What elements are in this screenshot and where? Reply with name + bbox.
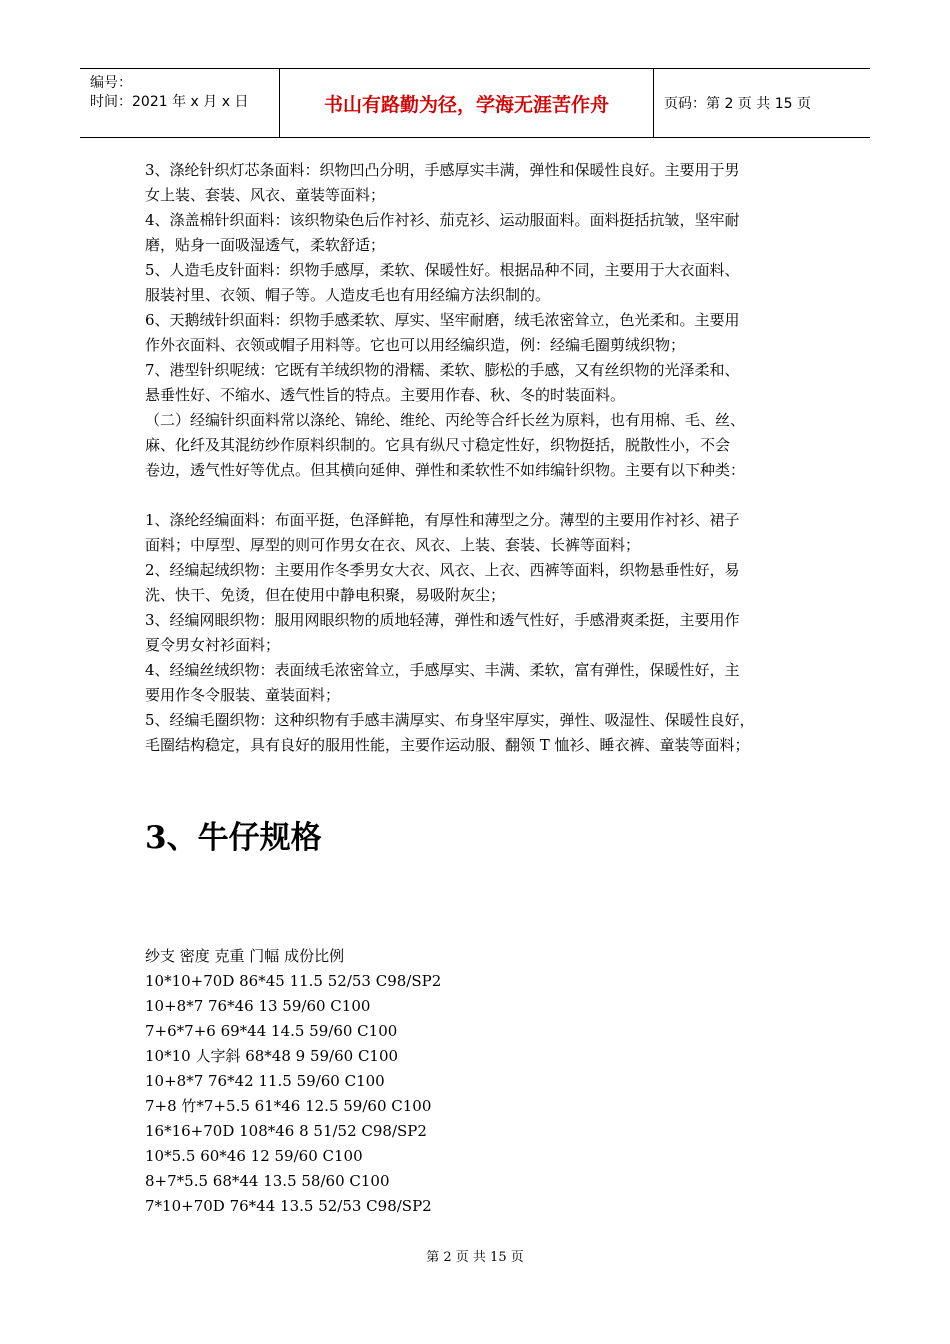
text-line: 7、港型针织呢绒：它既有羊绒织物的滑糯、柔软、膨松的手感，又有丝织物的光泽柔和、: [145, 361, 740, 379]
text-line: 5、人造毛皮针面料：织物手感厚，柔软、保暖性好。根据品种不同，主要用于大衣面料、: [145, 261, 740, 279]
page-header: [80, 68, 870, 138]
text-line: 悬垂性好、不缩水、透气性旨的特点。主要用作春、秋、冬的时装面料。: [145, 386, 626, 404]
text-line: 毛圈结构稳定，具有良好的服用性能，主要作运动服、翻领 T 恤衫、睡衣裤、童装等面料；: [145, 736, 750, 754]
blank-line: [145, 483, 825, 508]
text-line: 3、涤纶针织灯芯条面料：织物凹凸分明，手感厚实丰满，弹性和保暖性良好。主要用于男: [145, 161, 740, 179]
text-line: 洗、快干、免烫，但在使用中静电积聚，易吸附灰尘；: [145, 586, 506, 604]
page-footer: 第 2 页 共 15 页: [426, 1250, 524, 1265]
text-line: 麻、化纤及其混纺纱作原料织制的。它具有纵尺寸稳定性好，织物挺括，脱散性小，不会: [145, 436, 731, 454]
spec-line: 10+8*7 76*46 13 59/60 C100: [145, 997, 371, 1015]
spec-line: 7+8 竹*7+5.5 61*46 12.5 59/60 C100: [145, 1097, 432, 1115]
text-line: 6、天鹅绒针织面料：织物手感柔软、厚实、坚牢耐磨，绒毛浓密耸立，色光柔和。主要用: [145, 311, 740, 329]
spec-line: 10+8*7 76*42 11.5 59/60 C100: [145, 1072, 385, 1090]
text-line: 4、经编丝绒织物：表面绒毛浓密耸立，手感厚实、丰满、柔软，富有弹性，保暖性好，主: [145, 661, 740, 679]
text-line: 磨，贴身一面吸湿透气，柔软舒适；: [145, 236, 386, 254]
header-motto: 书山有路勤为径，学海无涯苦作舟: [323, 93, 609, 116]
spec-line: 16*16+70D 108*46 8 51/52 C98/SP2: [145, 1122, 427, 1140]
text-line: 2、经编起绒织物：主要用作冬季男女大衣、风衣、上衣、西裤等面料，织物悬垂性好，易: [145, 561, 740, 579]
document-number-label: 编号：: [90, 75, 132, 91]
spec-line: 7*10+70D 76*44 13.5 52/53 C98/SP2: [145, 1197, 432, 1215]
text-line: 4、涤盖棉针织面料：该织物染色后作衬衫、茄克衫、运动服面料。面料挺括抗皱，坚牢耐: [145, 211, 740, 229]
text-line: 要用作冬令服装、童装面料；: [145, 686, 341, 704]
text-line: 1、涤纶经编面料：布面平挺，色泽鲜艳，有厚性和薄型之分。薄型的主要用作衬衫、裙子: [145, 511, 740, 529]
section-heading: 3、牛仔规格: [145, 820, 322, 856]
denim-spec-list: [145, 944, 441, 1219]
text-line: 卷边，透气性好等优点。但其横向延伸、弹性和柔软性不如纬编针织物。主要有以下种类：: [145, 461, 746, 479]
header-page-info: 页码：第 2 页 共 15 页: [664, 96, 811, 112]
text-line: 3、经编网眼织物：服用网眼织物的质地轻薄，弹性和透气性好，手感滑爽柔挺，主要用作: [145, 611, 740, 629]
spec-line: 10*10+70D 86*45 11.5 52/53 C98/SP2: [145, 972, 442, 990]
text-line: 面料；中厚型、厚型的则可作男女在衣、风衣、上装、套装、长裤等面料；: [145, 536, 641, 554]
spec-line: 8+7*5.5 68*44 13.5 58/60 C100: [145, 1172, 390, 1190]
spec-line: 10*10 人字斜 68*48 9 59/60 C100: [145, 1047, 399, 1065]
spec-line: 7+6*7+6 69*44 14.5 59/60 C100: [145, 1022, 398, 1040]
text-line: 女上装、套装、风衣、童装等面料；: [145, 186, 386, 204]
body-text: [145, 158, 825, 758]
spec-line: 10*5.5 60*46 12 59/60 C100: [145, 1147, 363, 1165]
text-line: （二）经编针织面料常以涤纶、锦纶、维纶、丙纶等合纤长丝为原料，也有用棉、毛、丝、: [145, 411, 746, 429]
spec-header-line: 纱支 密度 克重 门幅 成份比例: [145, 947, 345, 965]
document-date: 时间：2021 年 x 月 x 日: [90, 94, 249, 110]
text-line: 作外衣面料、衣领或帽子用料等。它也可以用经编织造，例：经编毛圈剪绒织物；: [145, 336, 686, 354]
text-line: 5、经编毛圈织物：这种织物有手感丰满厚实、布身坚牢厚实，弹性、吸湿性、保暖性良好，: [145, 711, 755, 729]
header-meta-cell: [80, 69, 280, 137]
text-line: 夏令男女衬衫面料；: [145, 636, 281, 654]
text-line: 服装衬里、衣领、帽子等。人造皮毛也有用经编方法织制的。: [145, 286, 551, 304]
header-motto-cell: [280, 69, 654, 137]
